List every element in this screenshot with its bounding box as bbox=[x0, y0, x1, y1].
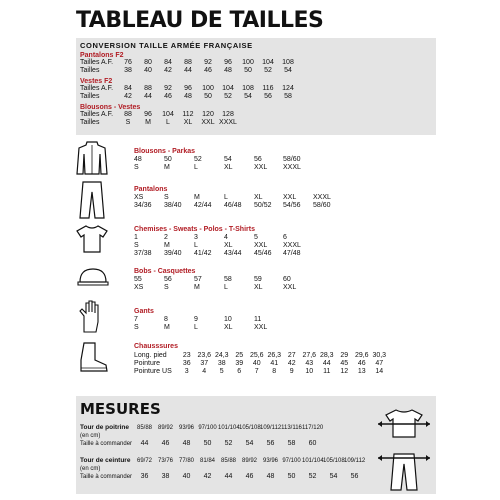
size-cell: 46/48 bbox=[224, 201, 242, 209]
conversion-cell: 104 bbox=[162, 111, 174, 118]
size-cell: L bbox=[194, 241, 198, 249]
size-cell: 59 bbox=[254, 276, 262, 283]
shoe-cell: 29 bbox=[340, 352, 349, 359]
conversion-title: CONVERSION TAILLE ARMÉE FRANÇAISE bbox=[80, 41, 253, 50]
shoe-cell: 23,6 bbox=[197, 352, 212, 359]
measure-range-cell: 109/112 bbox=[260, 425, 282, 431]
size-cell: 8 bbox=[164, 316, 168, 323]
trousers-icon bbox=[76, 180, 108, 220]
conversion-row bbox=[80, 85, 298, 93]
conversion-row-label: Tailles A.F. bbox=[80, 59, 114, 66]
size-cell: L bbox=[224, 194, 228, 201]
size-cell: 42/44 bbox=[194, 201, 212, 209]
measure-size-cell: 42 bbox=[203, 473, 212, 480]
size-cell: 10 bbox=[224, 316, 232, 323]
size-cell: 6 bbox=[283, 234, 287, 241]
measure-range-cell: 113/116 bbox=[281, 425, 302, 431]
conversion-group-title: Blousons - Vestes bbox=[80, 104, 141, 111]
conversion-cell: 108 bbox=[282, 59, 294, 66]
size-row bbox=[134, 234, 313, 242]
size-cell: 60 bbox=[283, 276, 291, 283]
shoe-cell: 30,3 bbox=[372, 352, 387, 359]
measure-range-cell: 89/92 bbox=[157, 425, 173, 431]
shoe-cell: 5 bbox=[219, 368, 224, 375]
measure-table bbox=[80, 457, 365, 481]
size-cell: 55 bbox=[134, 276, 142, 283]
measure-size-cell: 48 bbox=[266, 473, 275, 480]
measure-size-cell: 56 bbox=[350, 473, 359, 480]
shoe-cell: 12 bbox=[340, 368, 349, 375]
conversion-cell: 92 bbox=[164, 85, 172, 92]
conversion-cell: 50 bbox=[204, 93, 212, 101]
conversion-cell: 108 bbox=[242, 85, 254, 92]
conversion-cell: 104 bbox=[262, 59, 274, 66]
size-cell: 37/38 bbox=[134, 249, 152, 257]
shoe-cell: 7 bbox=[254, 368, 259, 375]
conversion-panel bbox=[76, 38, 436, 135]
measure-size-cell: 50 bbox=[203, 440, 212, 447]
measure-size-row bbox=[80, 473, 365, 481]
measure-size-cell: 58 bbox=[287, 440, 296, 447]
measure-range-cell: 93/96 bbox=[178, 425, 194, 431]
conversion-cell: 88 bbox=[124, 111, 132, 118]
size-cell: 56 bbox=[164, 276, 172, 283]
size-cell: L bbox=[224, 283, 228, 291]
size-cell: L bbox=[194, 163, 198, 171]
measure-unit-label: (en cm) bbox=[80, 433, 101, 439]
size-cell: M bbox=[194, 194, 200, 201]
conversion-row-label: Tailles bbox=[80, 93, 100, 101]
measure-size-row bbox=[80, 440, 323, 448]
shoe-cell: 8 bbox=[272, 368, 277, 375]
mesures-title: MESURES bbox=[80, 400, 161, 418]
measure-size-cell: 54 bbox=[245, 440, 254, 447]
conversion-cell: 100 bbox=[242, 59, 254, 66]
conversion-cell: 48 bbox=[184, 93, 192, 101]
boot-icon bbox=[76, 340, 110, 374]
size-cell: 1 bbox=[134, 234, 138, 241]
conversion-cell: 46 bbox=[204, 67, 212, 75]
size-row bbox=[134, 164, 313, 172]
conversion-cell: 52 bbox=[264, 67, 272, 75]
measure-size-cell: 54 bbox=[329, 473, 338, 480]
measure-range-cell: 97/100 bbox=[198, 425, 217, 431]
measure-range-cell: 101/104 bbox=[302, 458, 324, 464]
measure-size-cell: 56 bbox=[266, 440, 275, 447]
conversion-cell: 92 bbox=[204, 59, 212, 66]
size-cell: 47/48 bbox=[283, 249, 301, 257]
size-cell: 5 bbox=[254, 234, 258, 241]
measure-unit-label: (en cm) bbox=[80, 466, 101, 472]
measure-size-cell: 44 bbox=[224, 473, 233, 480]
size-cell: XL bbox=[224, 323, 233, 331]
measure-size-cell: 40 bbox=[182, 473, 191, 480]
category-size-table bbox=[134, 234, 313, 257]
size-cell: 57 bbox=[194, 276, 202, 283]
conversion-cell: L bbox=[166, 119, 170, 127]
page-title: TABLEAU DE TAILLES bbox=[76, 8, 324, 33]
conversion-row bbox=[80, 119, 238, 127]
shoe-cell: 4 bbox=[202, 368, 207, 375]
measure-unit-row bbox=[80, 432, 323, 440]
category-size-table bbox=[134, 194, 343, 210]
size-cell: XS bbox=[134, 283, 144, 291]
size-row bbox=[134, 242, 313, 250]
size-cell: M bbox=[164, 323, 170, 331]
conversion-cell: 76 bbox=[124, 59, 132, 66]
size-cell: S bbox=[164, 283, 169, 291]
measure-range-cell: 73/76 bbox=[157, 458, 173, 464]
shoes-category-title: Chausssures bbox=[134, 343, 178, 350]
size-cell: XXXL bbox=[283, 241, 301, 249]
shoe-cell: 39 bbox=[235, 360, 244, 367]
conversion-cell: 52 bbox=[224, 93, 232, 101]
size-cell: 4 bbox=[224, 234, 228, 241]
measure-range-cell: 77/80 bbox=[178, 458, 194, 464]
conversion-cell: 96 bbox=[184, 85, 192, 92]
conversion-cell: 96 bbox=[224, 59, 232, 66]
conversion-cell: 112 bbox=[182, 111, 194, 118]
size-cell: 11 bbox=[254, 316, 262, 323]
conversion-row bbox=[80, 111, 238, 119]
conversion-cell: 84 bbox=[124, 85, 132, 92]
measure-range-cell: 101/104 bbox=[218, 425, 240, 431]
measure-size-cell: 50 bbox=[287, 473, 296, 480]
measure-range-row bbox=[80, 424, 323, 432]
measure-range-cell: 97/100 bbox=[282, 458, 301, 464]
size-cell: 54 bbox=[224, 156, 232, 163]
shoe-cell: 41 bbox=[270, 360, 279, 367]
shoe-cell: 10 bbox=[305, 368, 314, 375]
conversion-cell: 46 bbox=[164, 93, 172, 101]
measure-range-cell: 105/108 bbox=[323, 458, 345, 464]
category-size-table bbox=[134, 316, 284, 332]
measure-label: Tour de ceinture bbox=[80, 457, 131, 464]
shoe-cell: 11 bbox=[323, 368, 331, 375]
trousers-measure-icon bbox=[376, 448, 432, 497]
jacket-icon bbox=[76, 140, 108, 176]
size-row bbox=[134, 284, 313, 292]
measure-range-cell: 93/96 bbox=[262, 458, 278, 464]
conversion-cell: 96 bbox=[144, 111, 152, 118]
measure-unit-row bbox=[80, 465, 365, 473]
size-cell: XXXL bbox=[313, 194, 331, 201]
measure-size-cell: 38 bbox=[161, 473, 170, 480]
size-cell: 45/46 bbox=[254, 249, 272, 257]
shoe-cell: 37 bbox=[200, 360, 209, 367]
measure-size-cell: 46 bbox=[161, 440, 170, 447]
shoe-cell: 13 bbox=[357, 368, 366, 375]
size-cell: S bbox=[134, 163, 139, 171]
size-cell: 39/40 bbox=[164, 249, 182, 257]
size-cell: 7 bbox=[134, 316, 138, 323]
tshirt-icon bbox=[76, 224, 108, 254]
shoe-row bbox=[134, 360, 388, 368]
shoe-cell: 25 bbox=[235, 352, 244, 359]
shoe-cell: 40 bbox=[252, 360, 261, 367]
size-row bbox=[134, 250, 313, 258]
measure-range-cell: 85/88 bbox=[220, 458, 236, 464]
conversion-row bbox=[80, 67, 298, 75]
conversion-cell: 124 bbox=[282, 85, 294, 92]
shoe-cell: 23 bbox=[182, 352, 191, 359]
conversion-cell: 42 bbox=[124, 93, 132, 101]
measure-size-cell: 36 bbox=[140, 473, 149, 480]
size-cell: XS bbox=[134, 194, 144, 201]
measure-range-cell: 85/88 bbox=[136, 425, 152, 431]
size-cell: XL bbox=[254, 194, 263, 201]
conversion-cell: 128 bbox=[222, 111, 234, 118]
size-cell: S bbox=[134, 323, 139, 331]
conversion-cell: 116 bbox=[262, 85, 274, 92]
shoe-row-label: Long. pied bbox=[134, 352, 167, 359]
conversion-group-title: Vestes F2 bbox=[80, 78, 113, 85]
shoes-table bbox=[134, 352, 388, 376]
conversion-cell: 54 bbox=[244, 93, 252, 101]
conversion-cell: 100 bbox=[202, 85, 214, 92]
conversion-cell: 88 bbox=[184, 59, 192, 66]
measure-range-cell: 105/108 bbox=[239, 425, 261, 431]
conversion-cell: XXL bbox=[201, 119, 215, 127]
size-cell: L bbox=[194, 323, 198, 331]
shoe-cell: 6 bbox=[237, 368, 242, 375]
conversion-cell: 50 bbox=[244, 67, 252, 75]
size-row bbox=[134, 202, 343, 210]
conversion-cell: 42 bbox=[164, 67, 172, 75]
size-cell: 38/40 bbox=[164, 201, 182, 209]
shoe-cell: 14 bbox=[375, 368, 384, 375]
conversion-group bbox=[80, 52, 298, 75]
size-cell: XXL bbox=[283, 283, 297, 291]
measure-table bbox=[80, 424, 323, 448]
size-cell: XXL bbox=[283, 194, 297, 201]
size-cell: 56 bbox=[254, 156, 262, 163]
measure-size-cell: 46 bbox=[245, 473, 254, 480]
shoe-cell: 28,3 bbox=[319, 352, 334, 359]
shoe-cell: 26,3 bbox=[267, 352, 282, 359]
size-cell: XXL bbox=[254, 163, 268, 171]
shoe-cell: 27,6 bbox=[302, 352, 317, 359]
size-row bbox=[134, 276, 313, 284]
conversion-cell: M bbox=[145, 119, 151, 127]
size-cell: 2 bbox=[164, 234, 168, 241]
size-cell: M bbox=[164, 163, 170, 171]
size-cell: M bbox=[164, 241, 170, 249]
measure-order-label: Taille à commander bbox=[80, 441, 133, 447]
size-row bbox=[134, 324, 284, 332]
mesures-panel bbox=[76, 396, 436, 494]
measure-size-cell: 44 bbox=[140, 440, 149, 447]
category-title: Gants bbox=[134, 308, 154, 315]
conversion-row-label: Tailles A.F. bbox=[80, 111, 114, 118]
conversion-cell: 58 bbox=[284, 93, 292, 101]
shoe-cell: 46 bbox=[357, 360, 366, 367]
size-cell: 50 bbox=[164, 156, 172, 163]
conversion-row-label: Tailles A.F. bbox=[80, 85, 114, 92]
shoe-row bbox=[134, 368, 388, 376]
size-row bbox=[134, 156, 313, 164]
measure-label: Tour de poitrine bbox=[80, 424, 129, 431]
size-cell: XXL bbox=[254, 241, 268, 249]
shoe-cell: 25,6 bbox=[249, 352, 264, 359]
size-cell: XL bbox=[224, 163, 233, 171]
conversion-cell: 120 bbox=[202, 111, 214, 118]
measure-range-row bbox=[80, 457, 365, 465]
conversion-cell: S bbox=[125, 119, 131, 127]
category-title: Blousons - Parkas bbox=[134, 148, 196, 155]
category-title: Chemises - Sweats - Polos - T-Shirts bbox=[134, 226, 255, 233]
size-cell: 52 bbox=[194, 156, 202, 163]
category-size-table bbox=[134, 156, 313, 172]
conversion-cell: 80 bbox=[144, 59, 152, 66]
measure-size-cell: 48 bbox=[182, 440, 191, 447]
conversion-cell: 48 bbox=[224, 67, 232, 75]
conversion-cell: 40 bbox=[144, 67, 152, 75]
shoe-cell: 24,3 bbox=[214, 352, 229, 359]
shoe-cell: 44 bbox=[322, 360, 331, 367]
conversion-cell: 88 bbox=[144, 85, 152, 92]
size-cell: XXL bbox=[254, 323, 268, 331]
shoe-cell: 45 bbox=[340, 360, 349, 367]
shoe-cell: 9 bbox=[289, 368, 294, 375]
shoe-row bbox=[134, 352, 388, 360]
shoe-cell: 38 bbox=[217, 360, 226, 367]
size-cell: XL bbox=[224, 241, 233, 249]
shoe-row-label: Pointure US bbox=[134, 368, 172, 375]
size-cell: XXXL bbox=[283, 163, 301, 171]
size-cell: 58/60 bbox=[283, 156, 301, 163]
measure-range-cell: 89/92 bbox=[241, 458, 257, 464]
conversion-row bbox=[80, 59, 298, 67]
shoe-cell: 3 bbox=[184, 368, 189, 375]
size-cell: XL bbox=[254, 283, 263, 291]
measure-order-label: Taille à commander bbox=[80, 474, 133, 480]
conversion-cell: 54 bbox=[284, 67, 292, 75]
category-title: Pantalons bbox=[134, 186, 168, 193]
conversion-cell: 84 bbox=[164, 59, 172, 66]
conversion-row-label: Tailles bbox=[80, 67, 100, 75]
size-cell: M bbox=[194, 283, 200, 291]
size-cell: 34/36 bbox=[134, 201, 152, 209]
conversion-group bbox=[80, 78, 298, 101]
size-cell: 41/42 bbox=[194, 249, 212, 257]
size-cell: 54/56 bbox=[283, 201, 301, 209]
conversion-cell: XXXL bbox=[219, 119, 237, 127]
measure-size-cell: 52 bbox=[224, 440, 233, 447]
shoe-cell: 27 bbox=[287, 352, 296, 359]
measure-range-cell: 69/72 bbox=[136, 458, 152, 464]
shoe-row-label: Pointure bbox=[134, 360, 161, 367]
cap-icon bbox=[76, 266, 110, 288]
conversion-cell: 56 bbox=[264, 93, 272, 101]
glove-icon bbox=[76, 298, 106, 334]
shoe-cell: 36 bbox=[182, 360, 191, 367]
size-row bbox=[134, 194, 343, 202]
size-cell: 48 bbox=[134, 156, 142, 163]
size-row bbox=[134, 316, 284, 324]
conversion-cell: 38 bbox=[124, 67, 132, 75]
category-title: Bobs - Casquettes bbox=[134, 268, 196, 275]
tshirt-measure-icon bbox=[376, 404, 432, 445]
measure-size-cell: 60 bbox=[308, 440, 317, 447]
shoe-cell: 42 bbox=[287, 360, 296, 367]
measure-size-cell: 52 bbox=[308, 473, 317, 480]
conversion-cell: 44 bbox=[144, 93, 152, 101]
size-cell: 9 bbox=[194, 316, 198, 323]
size-cell: 58/60 bbox=[313, 201, 331, 209]
category-size-table bbox=[134, 276, 313, 292]
conversion-row-label: Tailles bbox=[80, 119, 100, 127]
measure-range-cell: 81/84 bbox=[199, 458, 215, 464]
size-cell: S bbox=[164, 194, 169, 201]
conversion-group-title: Pantalons F2 bbox=[80, 52, 124, 59]
conversion-cell: 44 bbox=[184, 67, 192, 75]
conversion-cell: XL bbox=[183, 119, 193, 127]
shoe-cell: 43 bbox=[305, 360, 314, 367]
conversion-row bbox=[80, 93, 298, 101]
measure-range-cell: 109/112 bbox=[344, 458, 366, 464]
shoe-cell: 47 bbox=[375, 360, 384, 367]
measure-range-cell: 117/120 bbox=[302, 425, 324, 431]
shoe-cell: 29,6 bbox=[354, 352, 369, 359]
size-cell: 50/52 bbox=[254, 201, 272, 209]
size-cell: 58 bbox=[224, 276, 232, 283]
size-cell: 3 bbox=[194, 234, 198, 241]
conversion-cell: 104 bbox=[222, 85, 234, 92]
conversion-group bbox=[80, 104, 238, 127]
size-cell: 43/44 bbox=[224, 249, 242, 257]
size-cell: S bbox=[134, 241, 139, 249]
